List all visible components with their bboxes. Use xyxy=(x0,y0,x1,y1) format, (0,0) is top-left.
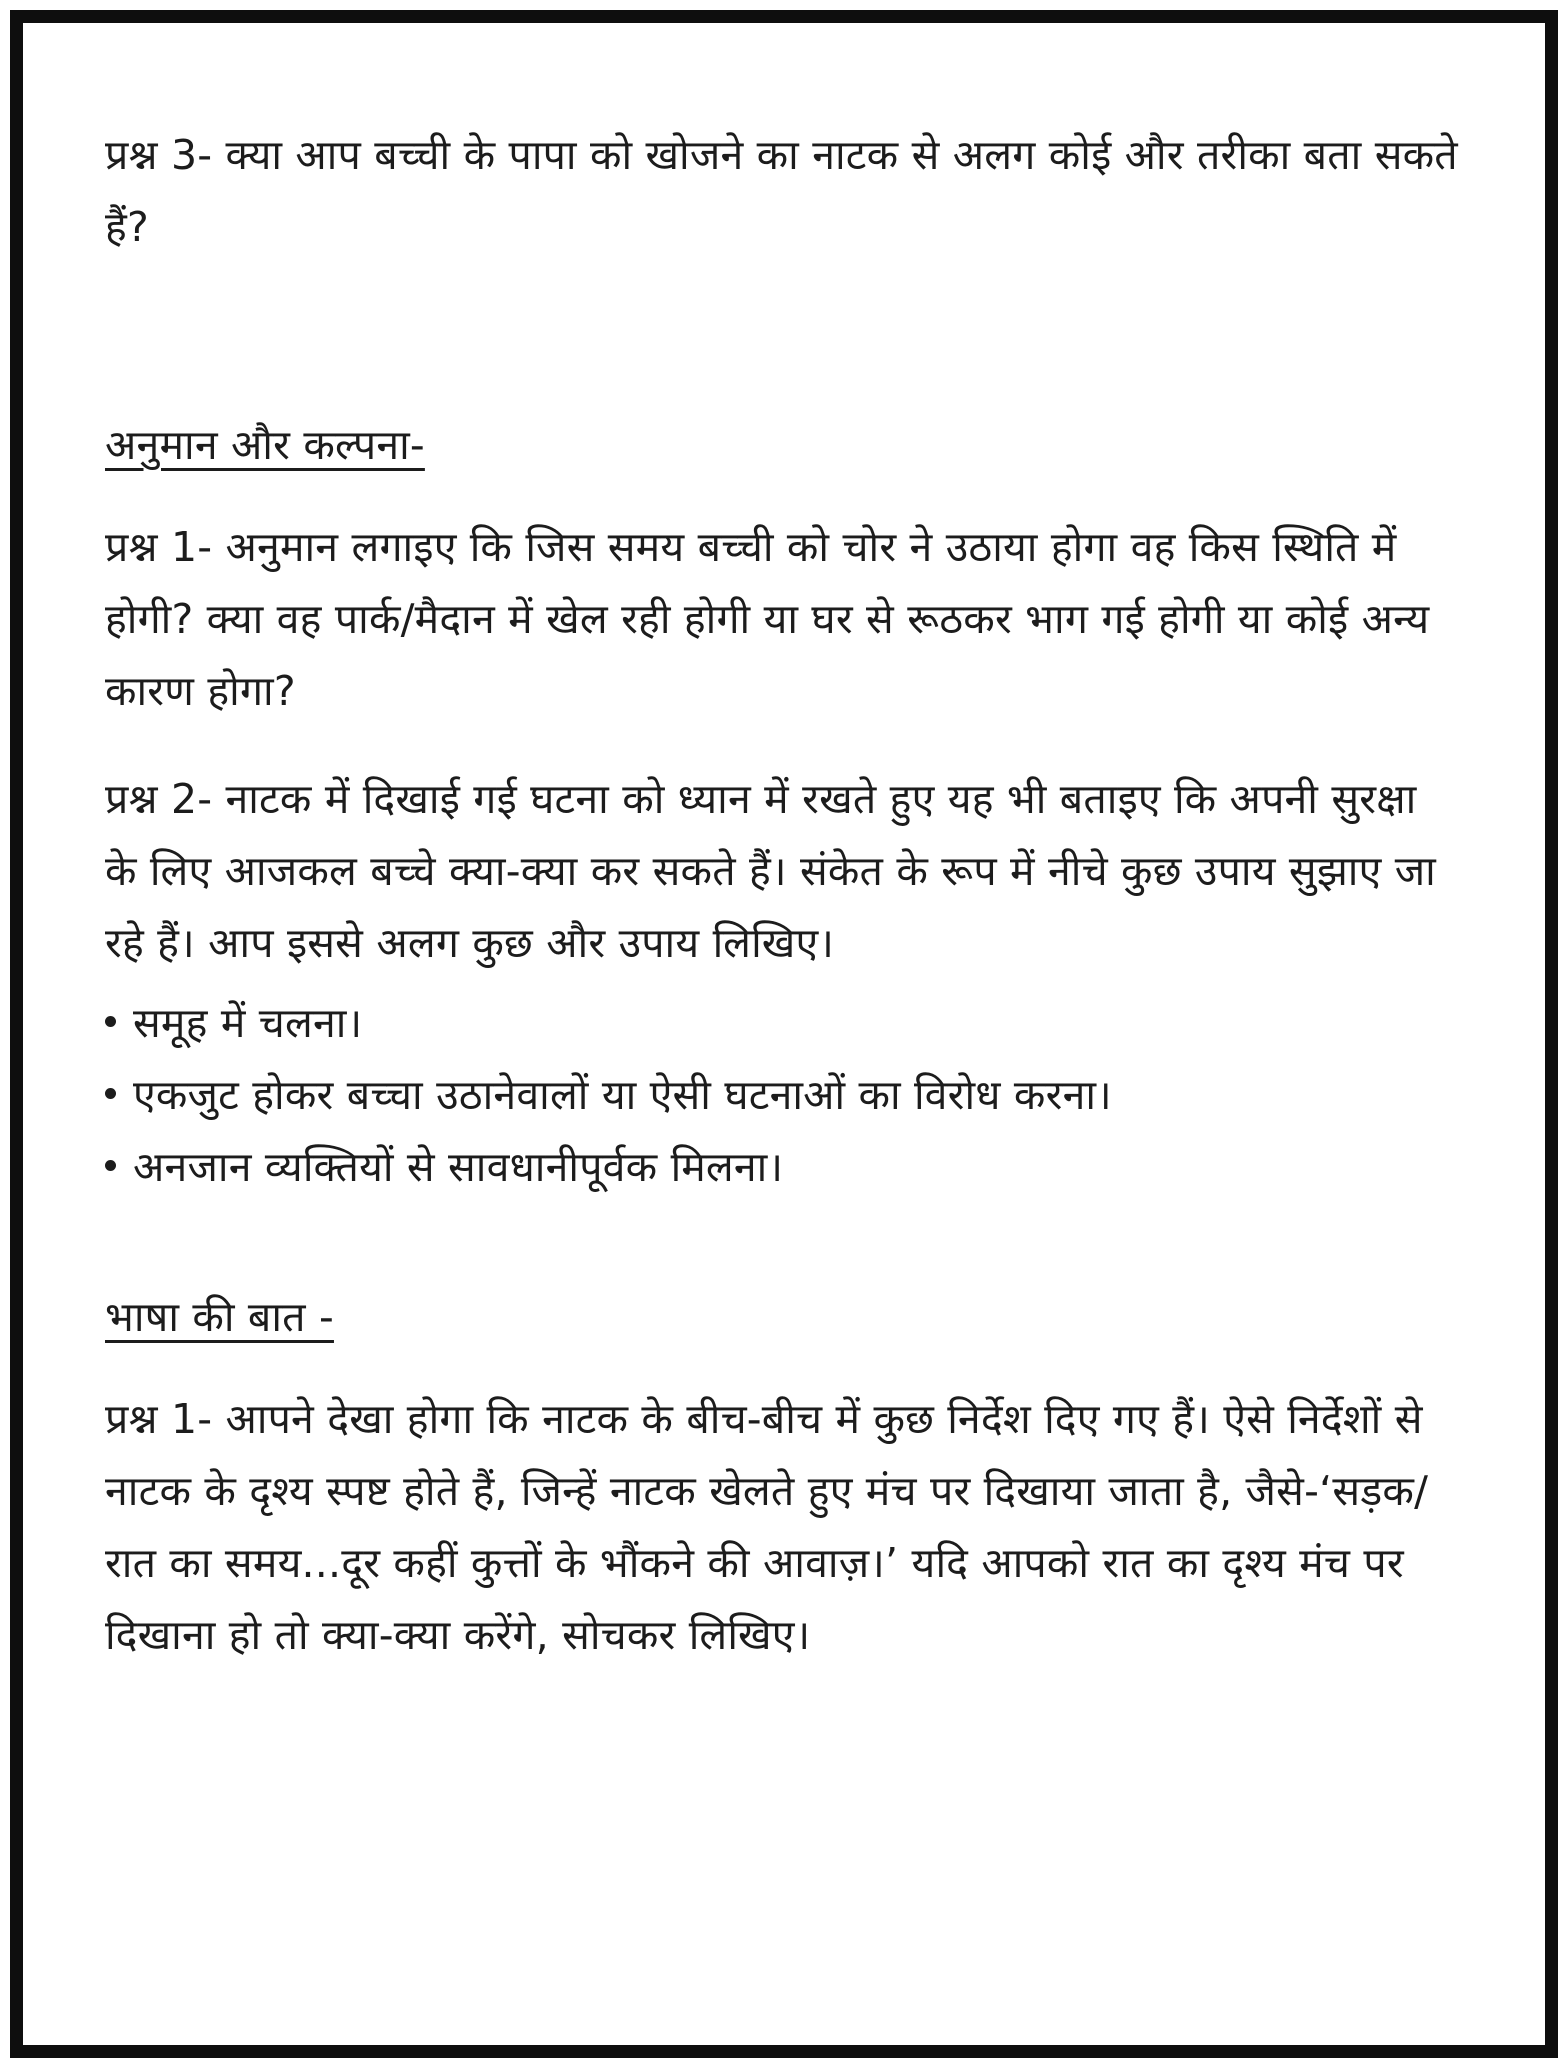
bullet-icon xyxy=(105,1160,116,1171)
bullet-icon xyxy=(105,1016,116,1027)
section-heading-bhasha-ki-baat: भाषा की बात - xyxy=(105,1293,334,1341)
list-item xyxy=(105,987,1461,1059)
page-content xyxy=(23,23,1545,1671)
safety-tips-list xyxy=(105,987,1461,1203)
list-item xyxy=(105,1131,1461,1203)
section-heading-anuman-kalpana: अनुमान और कल्पना- xyxy=(105,421,425,469)
list-item-text: अनजान व्यक्तियों से सावधानीपूर्वक मिलना। xyxy=(133,1143,784,1191)
list-item-text: एकजुट होकर बच्चा उठानेवालों या ऐसी घटनाओं का विरोध करना। xyxy=(133,1071,1112,1119)
question-2-anuman: प्रश्न 2- नाटक में दिखाई गई घटना को ध्यान में रखते हुए यह भी बताइए कि अपनी सुरक्षा के लिए आजकल बच्चे क्या-क्या कर सकते हैं। संकेत के रूप में नीचे कुछ उपाय सुझाए जा रहे हैं। आप इससे अलग कुछ और उपाय लिखिए। xyxy=(105,775,1436,967)
question-3: प्रश्न 3- क्या आप बच्ची के पापा को खोजने का नाटक से अलग कोई और तरीका बता सकते हैं? xyxy=(105,131,1458,251)
question-1-anuman: प्रश्न 1- अनुमान लगाइए कि जिस समय बच्ची को चोर ने उठाया होगा वह किस स्थिति में होगी? क्या वह पार्क/मैदान में खेल रही होगी या घर से रूठकर भाग गई होगी या कोई अन्य कारण होगा? xyxy=(105,523,1430,715)
bullet-icon xyxy=(105,1088,116,1099)
page-border xyxy=(10,10,1558,2058)
question-1-bhasha: प्रश्न 1- आपने देखा होगा कि नाटक के बीच-बीच में कुछ निर्देश दिए गए हैं। ऐसे निर्देशों से नाटक के दृश्य स्पष्ट होते हैं, जिन्हें नाटक खेलते हुए मंच पर दिखाया जाता है, जैसे-‘सड़क/रात का समय...दूर कहीं कुत्तों के भौंकने की आवाज़।’ यदि आपको रात का दृश्य मंच पर दिखाना हो तो क्या-क्या करेंगे, सोचकर लिखिए। xyxy=(105,1395,1429,1659)
list-item-text: समूह में चलना। xyxy=(133,999,363,1047)
list-item xyxy=(105,1059,1461,1131)
